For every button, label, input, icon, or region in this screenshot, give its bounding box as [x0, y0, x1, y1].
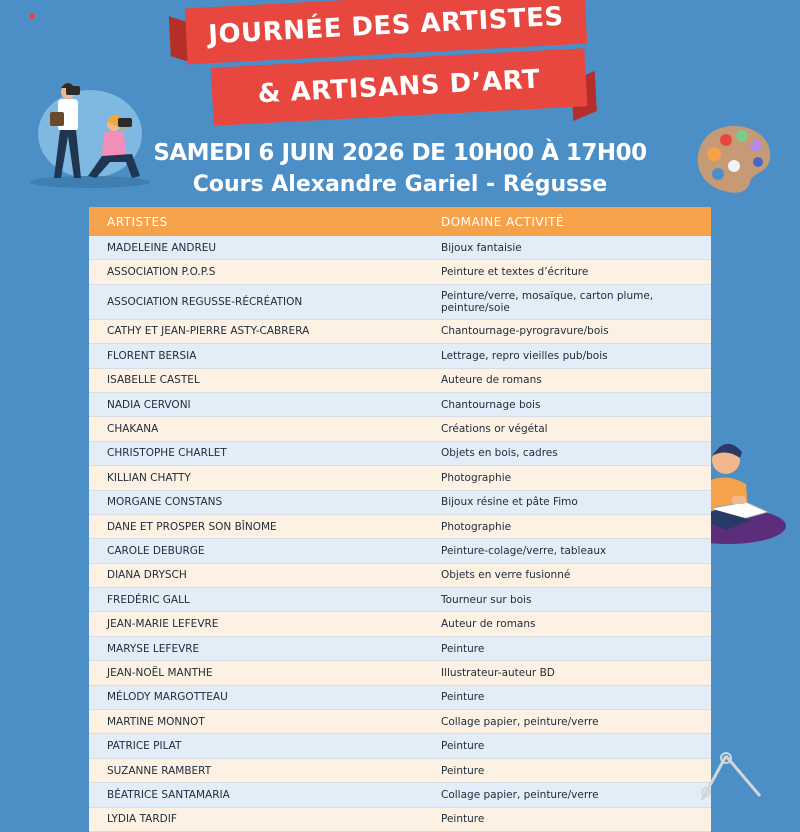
activity-domain: Lettrage, repro vieilles pub/bois — [423, 344, 711, 368]
artists-table — [89, 207, 711, 832]
table-row — [89, 417, 711, 441]
activity-domain: Bijoux résine et pâte Fimo — [423, 490, 711, 514]
table-row — [89, 807, 711, 831]
column-header-domaine: DOMAINE ACTIVITÉ — [423, 207, 711, 236]
artist-name: MARYSE LEFEVRE — [89, 636, 423, 660]
activity-domain: Peinture/verre, mosaïque, carton plume, peinture/soie — [423, 284, 711, 319]
table-row — [89, 368, 711, 392]
activity-domain: Auteure de romans — [423, 368, 711, 392]
activity-domain: Chantournage bois — [423, 392, 711, 416]
table-row — [89, 319, 711, 343]
palette-icon — [694, 122, 774, 196]
artist-name: DANE ET PROSPER SON BÎNOME — [89, 514, 423, 538]
artist-name: ASSOCIATION REGUSSE-RÉCRÉATION — [89, 284, 423, 319]
table-row — [89, 661, 711, 685]
easel-icon — [688, 752, 768, 800]
table-row — [89, 514, 711, 538]
activity-domain: Tourneur sur bois — [423, 588, 711, 612]
event-date: SAMEDI 6 JUIN 2026 DE 10H00 À 17H00 — [153, 140, 647, 166]
table-row — [89, 284, 711, 319]
activity-domain: Bijoux fantaisie — [423, 236, 711, 260]
artist-name: SUZANNE RAMBERT — [89, 758, 423, 782]
activity-domain: Peinture — [423, 807, 711, 831]
activity-domain: Peinture — [423, 636, 711, 660]
table-row — [89, 588, 711, 612]
artist-name: CATHY ET JEAN-PIERRE ASTY-CABRERA — [89, 319, 423, 343]
table-row — [89, 758, 711, 782]
artist-name: CHAKANA — [89, 417, 423, 441]
artist-name: JEAN-NOËL MANTHE — [89, 661, 423, 685]
table-row — [89, 783, 711, 807]
artist-name: ISABELLE CASTEL — [89, 368, 423, 392]
artist-name: MORGANE CONSTANS — [89, 490, 423, 514]
activity-domain: Peinture-colage/verre, tableaux — [423, 539, 711, 563]
artist-name: LYDIA TARDIF — [89, 807, 423, 831]
artist-name: MADELEINE ANDREU — [89, 236, 423, 260]
table-row — [89, 612, 711, 636]
table-header-row — [89, 207, 711, 236]
title-line-2: & ARTISANS D’ART — [257, 64, 541, 110]
activity-domain: Peinture — [423, 734, 711, 758]
artist-name: FLORENT BERSIA — [89, 344, 423, 368]
table-row — [89, 260, 711, 284]
artist-name: CAROLE DEBURGE — [89, 539, 423, 563]
activity-domain: Peinture — [423, 758, 711, 782]
activity-domain: Chantournage-pyrogravure/bois — [423, 319, 711, 343]
artist-name: KILLIAN CHATTY — [89, 466, 423, 490]
activity-domain: Objets en bois, cadres — [423, 441, 711, 465]
activity-domain: Photographie — [423, 466, 711, 490]
activity-domain: Collage papier, peinture/verre — [423, 710, 711, 734]
activity-domain: Créations or végétal — [423, 417, 711, 441]
table-row — [89, 441, 711, 465]
title-line-1: JOURNÉE DES ARTISTES — [207, 1, 565, 51]
artists-table-container — [89, 207, 711, 832]
event-place: Cours Alexandre Gariel - Régusse — [192, 172, 608, 197]
artist-name: BÉATRICE SANTAMARIA — [89, 783, 423, 807]
table-row — [89, 490, 711, 514]
table-row — [89, 236, 711, 260]
table-row — [89, 344, 711, 368]
table-row — [89, 539, 711, 563]
table-row — [89, 392, 711, 416]
table-row — [89, 563, 711, 587]
table-row — [89, 710, 711, 734]
activity-domain: Illustrateur-auteur BD — [423, 661, 711, 685]
artist-name: MARTINE MONNOT — [89, 710, 423, 734]
activity-domain: Peinture et textes d’écriture — [423, 260, 711, 284]
artist-name: NADIA CERVONI — [89, 392, 423, 416]
activity-domain: Peinture — [423, 685, 711, 709]
decorative-dot — [29, 13, 35, 19]
activity-domain: Photographie — [423, 514, 711, 538]
photographers-illustration — [28, 72, 158, 190]
table-row — [89, 685, 711, 709]
artist-name: ASSOCIATION P.O.P.S — [89, 260, 423, 284]
table-row — [89, 636, 711, 660]
artist-name: DIANA DRYSCH — [89, 563, 423, 587]
table-row — [89, 466, 711, 490]
table-row — [89, 734, 711, 758]
activity-domain: Auteur de romans — [423, 612, 711, 636]
artist-name: MÉLODY MARGOTTEAU — [89, 685, 423, 709]
artist-name: FREDÉRIC GALL — [89, 588, 423, 612]
activity-domain: Collage papier, peinture/verre — [423, 783, 711, 807]
artist-name: JEAN-MARIE LEFEVRE — [89, 612, 423, 636]
artist-name: PATRICE PILAT — [89, 734, 423, 758]
column-header-artistes: ARTISTES — [89, 207, 423, 236]
artist-name: CHRISTOPHE CHARLET — [89, 441, 423, 465]
activity-domain: Objets en verre fusionné — [423, 563, 711, 587]
